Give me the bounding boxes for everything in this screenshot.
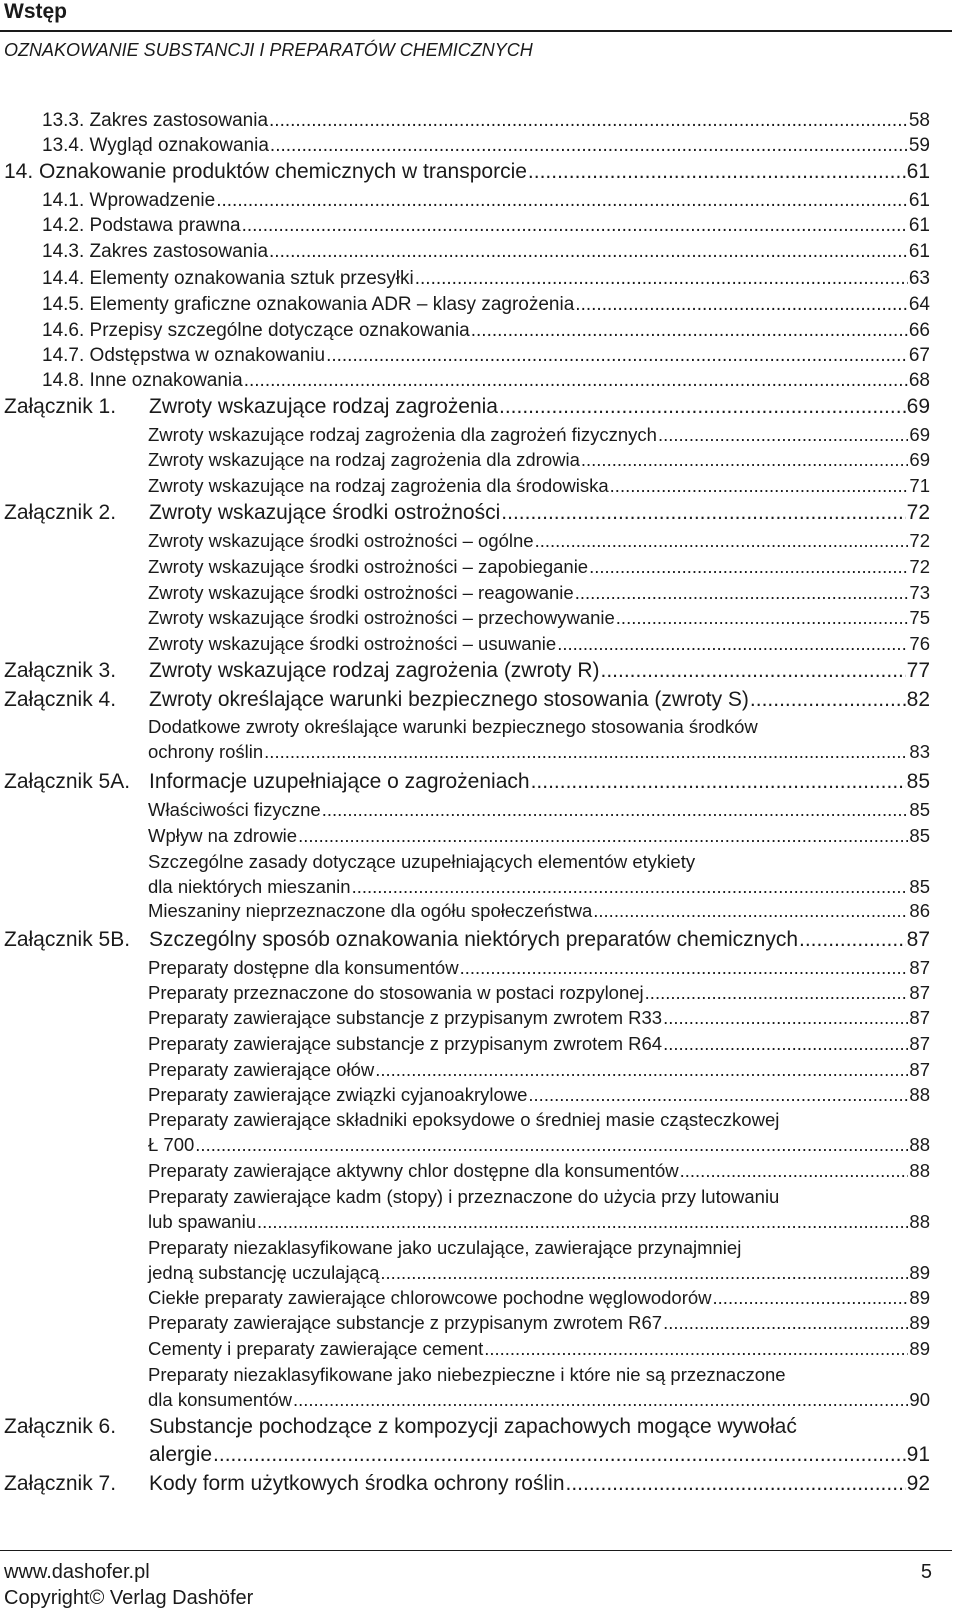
toc-leader-dots <box>589 554 908 579</box>
toc-leader-dots <box>663 1310 908 1335</box>
toc-entry-page: 72 <box>909 556 930 577</box>
toc-entry-prefix: Załącznik 6. <box>4 1415 117 1438</box>
toc-entry-page: 87 <box>909 1059 930 1080</box>
toc-entry-title: Zwroty wskazujące środki ostrożności – ogólne <box>148 530 534 551</box>
toc-entry[interactable] <box>148 1310 930 1335</box>
toc-leader-dots <box>645 980 909 1005</box>
toc-leader-dots <box>593 898 908 923</box>
toc-entry-prefix: Załącznik 7. <box>4 1472 117 1495</box>
toc-entry-page: 89 <box>909 1338 930 1359</box>
toc-entry-page: 86 <box>909 900 930 921</box>
toc-leader-dots <box>557 631 908 656</box>
toc-entry[interactable] <box>148 714 930 764</box>
toc-leader-dots <box>663 1005 908 1030</box>
toc-entry-title: 14.2. Podstawa prawna <box>42 215 241 236</box>
toc-leader-dots <box>375 1057 908 1082</box>
toc-entry-page: 75 <box>909 607 930 628</box>
toc-entry-prefix: Załącznik 4. <box>4 688 117 711</box>
toc-entry-line2 <box>148 874 930 899</box>
document-subtitle: OZNAKOWANIE SUBSTANCJI I PREPARATÓW CHEMICZNYCH <box>4 40 533 60</box>
toc-entry-page: 87 <box>906 928 930 951</box>
toc-leader-dots <box>581 447 909 472</box>
toc-leader-dots <box>242 213 908 238</box>
toc-entry-line2 <box>148 1132 930 1157</box>
toc-entry[interactable] <box>148 955 930 980</box>
toc-leader-dots <box>264 739 908 764</box>
footer-website[interactable]: www.dashofer.pl <box>4 1561 150 1583</box>
toc-entry-page: 77 <box>906 659 930 682</box>
toc-entry-line1 <box>4 1413 930 1441</box>
toc-leader-dots <box>269 239 908 264</box>
toc-entry-title: Zwroty wskazujące środki ostrożności – przechowywanie <box>148 607 615 628</box>
toc-entry[interactable] <box>148 1362 930 1412</box>
toc-entry-prefix: Załącznik 2. <box>4 501 117 524</box>
toc-entry-page: 69 <box>909 424 930 445</box>
section-title: Wstęp <box>4 0 67 23</box>
toc-entry-title: Zwroty określające warunki bezpiecznego stosowania (zwroty S) <box>149 688 749 711</box>
toc-entry-title: Preparaty zawierające substancje z przypisanym zwrotem R67 <box>148 1312 663 1333</box>
toc-entry-title: Preparaty zawierające aktywny chlor dostępne dla konsumentów <box>148 1160 679 1181</box>
toc-entry-line1 <box>148 1107 930 1132</box>
toc-leader-dots <box>269 108 908 133</box>
toc-entry-page: 72 <box>909 530 930 551</box>
toc-entry[interactable] <box>148 631 930 656</box>
toc-leader-dots <box>616 605 909 630</box>
toc-entry[interactable] <box>4 159 930 185</box>
toc-entry-page: 58 <box>908 110 930 131</box>
toc-entry-line1 <box>148 714 930 739</box>
toc-entry[interactable] <box>4 686 930 714</box>
toc-entry-title: Zwroty wskazujące środki ostrożności – reagowanie <box>148 582 574 603</box>
toc-entry-page: 87 <box>909 957 930 978</box>
toc-entry-title: Preparaty przeznaczone do stosowania w postaci rozpylonej <box>148 982 644 1003</box>
toc-leader-dots <box>658 422 908 447</box>
toc-leader-dots <box>471 318 908 343</box>
toc-entry-title: Zwroty wskazujące na rodzaj zagrożenia dla środowiska <box>148 475 609 496</box>
toc-entry[interactable] <box>148 1057 930 1082</box>
toc-entry-title: Ciekłe preparaty zawierające chlorowcowe pochodne węglowodorów <box>148 1287 712 1308</box>
toc-entry[interactable] <box>148 898 930 923</box>
toc-leader-dots <box>531 768 906 796</box>
toc-entry-page: 87 <box>909 1007 930 1028</box>
toc-entry[interactable] <box>42 239 930 264</box>
toc-entry-page: 73 <box>909 582 930 603</box>
toc-entry-title: Zwroty wskazujące środki ostrożności – usuwanie <box>148 633 557 654</box>
toc-leader-dots <box>270 133 908 158</box>
toc-leader-dots <box>610 473 909 498</box>
toc-entry[interactable] <box>148 422 930 447</box>
toc-entry[interactable] <box>148 1158 930 1183</box>
toc-entry-title-cont: jedną substancję uczulającą <box>148 1262 380 1283</box>
toc-entry[interactable] <box>148 1005 930 1030</box>
toc-entry-title-cont: lub spawaniu <box>148 1211 256 1232</box>
toc-leader-dots <box>575 580 909 605</box>
toc-entry[interactable] <box>42 188 930 213</box>
toc-entry[interactable] <box>148 1031 930 1056</box>
toc-entry-title: 14. Oznakowanie produktów chemicznych w transporcie <box>4 160 527 183</box>
toc-entry-title: 14.1. Wprowadzenie <box>42 190 216 211</box>
toc-leader-dots <box>575 292 908 317</box>
toc-entry-page: 69 <box>906 395 930 418</box>
toc-entry-title-cont: ochrony roślin <box>148 741 264 762</box>
toc-entry-page: 88 <box>909 1211 930 1232</box>
toc-entry[interactable] <box>148 797 930 822</box>
toc-entry[interactable] <box>148 823 930 848</box>
toc-entry[interactable] <box>148 580 930 605</box>
toc-entry-title: 14.3. Zakres zastosowania <box>42 241 269 262</box>
toc-leader-dots <box>380 1260 908 1285</box>
toc-entry-page: 63 <box>908 268 930 289</box>
toc-entry-page: 76 <box>909 633 930 654</box>
toc-entry-prefix: Załącznik 3. <box>4 659 117 682</box>
toc-entry-title-cont: Ł 700 <box>148 1134 195 1155</box>
toc-entry-title: Preparaty zawierające ołów <box>148 1059 375 1080</box>
toc-leader-dots <box>415 266 908 291</box>
toc-leader-dots <box>799 926 906 954</box>
toc-entry-title: 14.4. Elementy oznakowania sztuk przesyłki <box>42 268 414 289</box>
toc-entry-page: 66 <box>908 320 930 341</box>
toc-leader-dots <box>293 1387 908 1412</box>
toc-entry[interactable] <box>42 266 930 291</box>
toc-entry-title: Preparaty zawierające składniki epoksydowe o średniej masie cząsteczkowej <box>148 1109 780 1130</box>
toc-entry[interactable] <box>148 1184 930 1234</box>
toc-entry-title: Informacje uzupełniające o zagrożeniach <box>149 770 530 793</box>
toc-leader-dots <box>460 955 909 980</box>
toc-entry[interactable] <box>148 605 930 630</box>
toc-entry-page: 61 <box>908 215 930 236</box>
toc-entry-title: 14.7. Odstępstwa w oznakowaniu <box>42 345 326 366</box>
toc-leader-dots <box>750 686 906 714</box>
toc-entry[interactable] <box>42 213 930 238</box>
toc-entry[interactable] <box>42 292 930 317</box>
toc-leader-dots <box>213 1441 906 1469</box>
toc-leader-dots <box>566 1470 906 1498</box>
toc-entry-title: Szczególny sposób oznakowania niektórych preparatów chemicznych <box>149 928 799 951</box>
toc-leader-dots <box>484 1336 908 1361</box>
toc-entry-title: 14.6. Przepisy szczególne dotyczące oznakowania <box>42 320 470 341</box>
toc-entry-title: Zwroty wskazujące środki ostrożności <box>149 501 501 524</box>
toc-entry-page: 88 <box>909 1160 930 1181</box>
toc-leader-dots <box>352 874 909 899</box>
toc-entry-page: 72 <box>906 501 930 524</box>
toc-entry-page: 89 <box>909 1287 930 1308</box>
toc-entry-page: 88 <box>909 1084 930 1105</box>
toc-entry-page: 85 <box>909 876 930 897</box>
toc-entry-prefix: Załącznik 5A. <box>4 770 131 793</box>
toc-entry[interactable] <box>4 393 930 421</box>
toc-entry-title: Cementy i preparaty zawierające cement <box>148 1338 484 1359</box>
toc-entry-title: Preparaty niezaklasyfikowane jako niebezpieczne i które nie są przeznaczone <box>148 1364 786 1385</box>
toc-entry-prefix: Załącznik 1. <box>4 395 117 418</box>
toc-entry-page: 59 <box>908 135 930 156</box>
toc-leader-dots <box>600 657 905 685</box>
footer-divider <box>0 1550 952 1551</box>
toc-leader-dots <box>326 343 908 368</box>
toc-entry-title: Szczególne zasady dotyczące uzupełniających elementów etykiety <box>148 851 696 872</box>
toc-entry-title: 13.3. Zakres zastosowania <box>42 110 269 131</box>
toc-entry-title: Zwroty wskazujące na rodzaj zagrożenia dla zdrowia <box>148 449 580 470</box>
toc-entry[interactable] <box>42 343 930 368</box>
toc-entry-page: 82 <box>906 688 930 711</box>
toc-entry-page: 85 <box>909 825 930 846</box>
toc-entry-title: Preparaty niezaklasyfikowane jako uczulające, zawierające przynajmniej <box>148 1237 742 1258</box>
toc-entry-line2 <box>4 1441 930 1469</box>
toc-entry-title: Preparaty zawierające kadm (stopy) i przeznaczone do użycia przy lutowaniu <box>148 1186 780 1207</box>
toc-entry-line1 <box>148 1362 930 1387</box>
toc-entry[interactable] <box>148 849 930 899</box>
toc-leader-dots <box>528 159 906 185</box>
toc-entry-title: Preparaty zawierające substancje z przypisanym zwrotem R33 <box>148 1007 663 1028</box>
toc-entry-line1 <box>148 849 930 874</box>
toc-entry[interactable] <box>148 1082 930 1107</box>
toc-entry-title: Preparaty zawierające substancje z przypisanym zwrotem R64 <box>148 1033 663 1054</box>
toc-entry-line1 <box>148 1235 930 1260</box>
toc-entry-title-cont: dla konsumentów <box>148 1389 292 1410</box>
toc-entry-title: Właściwości fizyczne <box>148 799 321 820</box>
toc-entry-page: 67 <box>908 345 930 366</box>
toc-entry-title: Zwroty wskazujące rodzaj zagrożenia dla zagrożeń fizycznych <box>148 424 657 445</box>
toc-entry[interactable] <box>4 926 930 954</box>
toc-entry-page: 88 <box>909 1134 930 1155</box>
toc-entry-page: 85 <box>909 799 930 820</box>
toc-entry[interactable] <box>4 768 930 796</box>
toc-entry-page: 68 <box>908 370 930 391</box>
toc-entry-page: 71 <box>909 475 930 496</box>
toc-entry-page: 61 <box>908 241 930 262</box>
toc-entry[interactable] <box>148 1235 930 1285</box>
toc-entry[interactable] <box>148 1336 930 1361</box>
toc-leader-dots <box>322 797 909 822</box>
toc-entry[interactable] <box>148 473 930 498</box>
toc-entry-title: Zwroty wskazujące środki ostrożności – zapobieganie <box>148 556 589 577</box>
toc-entry-title: Preparaty zawierające związki cyjanoakrylowe <box>148 1084 528 1105</box>
toc-entry-page: 83 <box>909 741 930 762</box>
toc-entry-line2 <box>148 739 930 764</box>
toc-entry[interactable] <box>42 318 930 343</box>
toc-leader-dots <box>713 1285 909 1310</box>
toc-entry[interactable] <box>42 108 930 133</box>
toc-entry-page: 64 <box>908 294 930 315</box>
toc-entry[interactable] <box>4 657 930 685</box>
toc-entry[interactable] <box>148 1285 930 1310</box>
toc-entry-title-cont: dla niektórych mieszanin <box>148 876 351 897</box>
toc-entry[interactable] <box>42 368 930 393</box>
toc-entry-page: 87 <box>909 1033 930 1054</box>
toc-leader-dots <box>528 1082 908 1107</box>
toc-entry[interactable] <box>148 980 930 1005</box>
toc-entry-page: 85 <box>906 770 930 793</box>
toc-entry[interactable] <box>4 499 930 527</box>
toc-leader-dots <box>195 1132 908 1157</box>
toc-entry-title: Mieszaniny nieprzeznaczone dla ogółu społeczeństwa <box>148 900 593 921</box>
toc-entry[interactable] <box>4 1470 930 1498</box>
toc-entry-title: Substancje pochodzące z kompozycji zapachowych mogące wywołać <box>149 1415 797 1438</box>
toc-entry-title-cont: alergie <box>149 1443 213 1466</box>
toc-entry[interactable] <box>4 1413 930 1469</box>
toc-leader-dots <box>216 188 908 213</box>
toc-entry-line1 <box>148 1184 930 1209</box>
toc-entry-title: Zwroty wskazujące rodzaj zagrożenia <box>149 395 498 418</box>
toc-entry-page: 90 <box>909 1389 930 1410</box>
toc-leader-dots <box>244 368 908 393</box>
toc-entry-line2 <box>148 1260 930 1285</box>
toc-entry-title: 14.5. Elementy graficzne oznakowania ADR – klasy zagrożenia <box>42 294 575 315</box>
toc-entry-page: 61 <box>908 190 930 211</box>
toc-leader-dots <box>663 1031 908 1056</box>
toc-entry-title: Zwroty wskazujące rodzaj zagrożenia (zwroty R) <box>149 659 600 682</box>
footer-copyright: Copyright© Verlag Dashöfer <box>4 1587 254 1609</box>
toc-entry-prefix: Załącznik 5B. <box>4 928 131 951</box>
toc-leader-dots <box>499 393 906 421</box>
toc-entry[interactable] <box>148 447 930 472</box>
toc-entry-page: 87 <box>909 982 930 1003</box>
toc-entry[interactable] <box>42 133 930 158</box>
toc-entry[interactable] <box>148 1107 930 1157</box>
toc-entry-title: Kody form użytkowych środka ochrony roślin <box>149 1472 565 1495</box>
toc-entry-title: Preparaty dostępne dla konsumentów <box>148 957 459 978</box>
toc-leader-dots <box>298 823 908 848</box>
toc-entry-page: 91 <box>906 1443 930 1466</box>
toc-entry-line2 <box>148 1209 930 1234</box>
toc-entry-title: 13.4. Wygląd oznakowania <box>42 135 269 156</box>
toc-entry-title: Wpływ na zdrowie <box>148 825 298 846</box>
toc-leader-dots <box>535 528 909 553</box>
toc-entry-page: 89 <box>909 1262 930 1283</box>
toc-leader-dots <box>257 1209 908 1234</box>
toc-entry[interactable] <box>148 554 930 579</box>
toc-entry-page: 89 <box>909 1312 930 1333</box>
toc-entry-page: 61 <box>906 160 930 183</box>
toc-entry-page: 69 <box>909 449 930 470</box>
toc-entry-title: Dodatkowe zwroty określające warunki bezpiecznego stosowania środków <box>148 716 758 737</box>
toc-leader-dots <box>680 1158 909 1183</box>
toc-entry-page: 92 <box>906 1472 930 1495</box>
toc-leader-dots <box>501 499 905 527</box>
toc-entry-title: 14.8. Inne oznakowania <box>42 370 243 391</box>
footer-page-number: 5 <box>920 1561 932 1583</box>
toc-entry[interactable] <box>148 528 930 553</box>
toc-entry-line2 <box>148 1387 930 1412</box>
